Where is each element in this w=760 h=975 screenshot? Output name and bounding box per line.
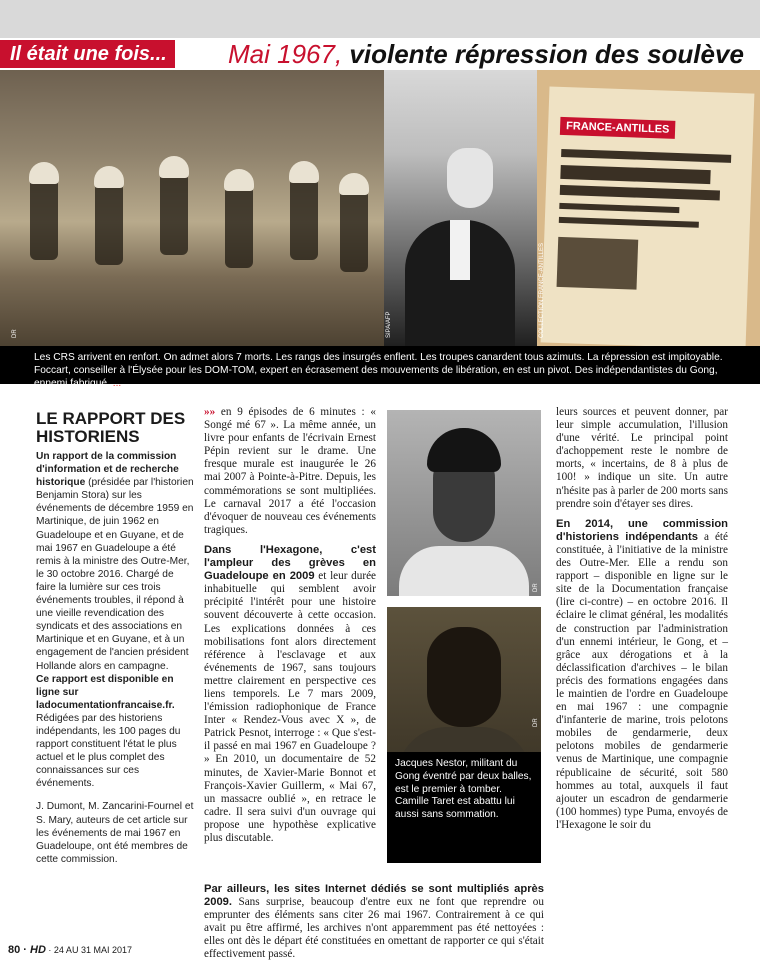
sidebar-p1-body: (présidée par l'historien Benjamin Stora) sur les événements de décembre 1959 en Martinique, de juin 1962 en Guadeloupe et en Guyane, et de mai 1967 en Guadeloupe a été remis à la ministre des Outre-Mer, le 30 octobre 2016. Chargé de faire la lumière sur ces trois événements troubles, il répond à une vieille revendication des syndicats et des associations en Martinique et en Guyane, et à un engagement de l'ancien président Hollande alors en campagne. <box>36 477 194 672</box>
col2-paragraph-1 <box>204 406 376 537</box>
sidebar-paragraph-2 <box>36 673 194 791</box>
col2-p2-body: et leur durée inhabituelle qui semblent avoir précipité l'intérêt pour une histoire souvent découverte à cette occasion. Les explications données à ces mobilisations font alors directement référence à l'esclavage et aux événements de 1967, sans toujours mettre clairement en perspective ces liens temporels. Le 7 mars 2009, l'émission radiophonique de France Inter « Rendez-Vous avec X », de Patrick Pesnot, interroge : « Que s'est-il passé en mai 1967 en Guadeloupe ? » En 2010, un documentaire de 52 minutes, de Xavier-Marie Bonnot et François-Xavier Guillerm, « Mai 67, un massacre oublié », en retrace le cadre. Il sera suivi d'un ouvrage qui propose une hypothèse explicative plus discutable. <box>204 570 377 844</box>
foccart-portrait <box>384 70 537 346</box>
top-band <box>0 0 760 38</box>
sidebar-p1-lead: Un rapport de la commission d'information et de recherche historique <box>36 451 179 489</box>
newspaper-page <box>541 87 755 346</box>
col4-p2-lead: En 2014, une commission d'historiens indépendants <box>556 517 728 543</box>
continued-arrow: »» <box>204 406 216 418</box>
newspaper-photo <box>537 70 760 346</box>
sidebar-p2-lead: Ce rapport est disponible en ligne sur ladocumentationfrancaise.fr. <box>36 673 175 711</box>
photo-strip <box>0 70 760 346</box>
caption-text: Les CRS arrivent en renfort. On admet alors 7 morts. Les rangs des insurgés enflent. Les troupes canardent tous azimuts. La répression est impitoyable. Foccart, conseiller à l'Élysée pour les DOM-TOM, expert en écrasement des mouvements de libération, en est un pivot. Des indépendantistes du Gong, ennemi fabriqué, <box>34 352 723 389</box>
headline-accent: Mai 1967, <box>228 39 343 69</box>
col2-p2-lead: Dans l'Hexagone, c'est l'ampleur des grèves en Guadeloupe en 2009 <box>204 543 376 583</box>
photo-caption <box>0 346 760 389</box>
portrait-2-credit: DR <box>533 718 539 727</box>
caption-more: ... <box>112 378 122 389</box>
page-number: 80 <box>8 944 21 956</box>
article-header <box>0 38 760 70</box>
sidebar-paragraph-1 <box>36 450 194 673</box>
sidebar-title: LE RAPPORT DES HISTORIENS <box>36 409 186 446</box>
portrait-caption: Jacques Nestor, militant du Gong éventré par deux balles, est le premier à tomber. Camille Taret est abattu lui aussi sans sommation. <box>387 752 541 863</box>
photo-credit-left: DR <box>12 329 18 338</box>
sidebar-box <box>36 410 194 866</box>
photo-credit-right: COLLECTION FRANCE-ANTILLES <box>539 242 545 338</box>
portrait-1-credit: DR <box>533 583 539 592</box>
activist-portrait-2 <box>387 607 541 863</box>
col4-continuation: 26 mai 1967. Contrairement à ce qui avait pu être affirmé, les archives n'ont apparemment pas été nettoyées : elles ont dès le départ été constituées en omettant de rapporter ce qui s'était effectivement passé. <box>204 909 544 961</box>
article-bottom-span <box>204 883 544 962</box>
sidebar-authors: J. Dumont, M. Zancarini-Fournel et S. Mary, auteurs de cet article sur les événements de mai 1967 en Guadeloupe, ont été membres de cette commission. <box>36 801 194 865</box>
col4-paragraph-2 <box>556 518 728 832</box>
col2-p3-body: Sans surprise, beaucoup d'entre eux ne font que reprendre ou emprunter des éléments sans citer <box>204 896 544 922</box>
col4-paragraph-1: leurs sources et peuvent donner, par leur simple accumulation, l'illusion d'une vérité. Le principal point d'achoppement reste le nombre de morts, « incertains, de 8 à plus de 100! » indique un site. Un autre n'hésite pas à parler de 200 morts sans prendre soin d'étayer ses dires. <box>556 406 728 510</box>
col2-p3-lead: Par ailleurs, les sites Internet dédiés se sont multipliés après 2009. <box>204 883 544 909</box>
magazine-name: HD <box>30 944 46 956</box>
issue-date: · 24 AU 31 MAI 2017 <box>45 945 132 955</box>
page-footer <box>8 944 132 956</box>
article-column-4 <box>556 406 728 839</box>
section-kicker: Il était une fois... <box>0 40 175 68</box>
article-column-2 <box>204 406 376 852</box>
sidebar-p2-body: Rédigées par des historiens indépendants, les 100 pages du rapport constituent l'état le plus actuel et le plus complet des connaissances sur ces événements. <box>36 712 181 790</box>
col2-p1-body: en 9 épisodes de 6 minutes : « Songé mé 67 ». La même année, un livre pour enfants de l'écrivain Ernest Pépin revient sur le drame. Une fresque murale est inaugurée le 26 mai 2007 à Pointe-à-Pitre. Depuis, les commémorations se sont multipliées. Le carnaval 2017 a été l'occasion d'évoquer de nouveau ces événements tragiques. <box>204 406 376 536</box>
col4-p2-body: a été constituée, à l'initiative de la ministre des Outre-Mer. Elle a rendu son rapport – disponible en ligne sur le site de la Documentation française (lire ci-contre) – en octobre 2016. Il éclaire le climat général, les modalités de construction par l'administration d'un ennemi intérieur, le Gong, et – grâce aux dérogations et à la déclassification d'archives – le bilan précis des formations engagées dans le maintien de l'ordre en Guadeloupe en mai 1967 : une compagnie d'infanterie de marine, trois pelotons mobiles de gendarmerie, deux pelotons mobiles de gendarmerie venus de Martinique, une compagnie républicaine de sécurité, soit 580 hommes au total, auxquels il faut ajouter un escadron de gendarmerie (100 hommes) type Puma, envoyés de l'Hexagone le soir du <box>556 530 728 831</box>
newspaper-name: FRANCE-ANTILLES <box>560 117 676 139</box>
footer-separator: · <box>20 944 31 956</box>
col2-paragraph-2 <box>204 544 376 845</box>
crs-photo <box>0 70 384 346</box>
headline <box>228 38 744 70</box>
activist-portrait-1 <box>387 410 541 596</box>
photo-credit-middle: SIPA/AFP <box>386 311 392 338</box>
headline-rest: violente répression des soulève <box>342 39 744 69</box>
